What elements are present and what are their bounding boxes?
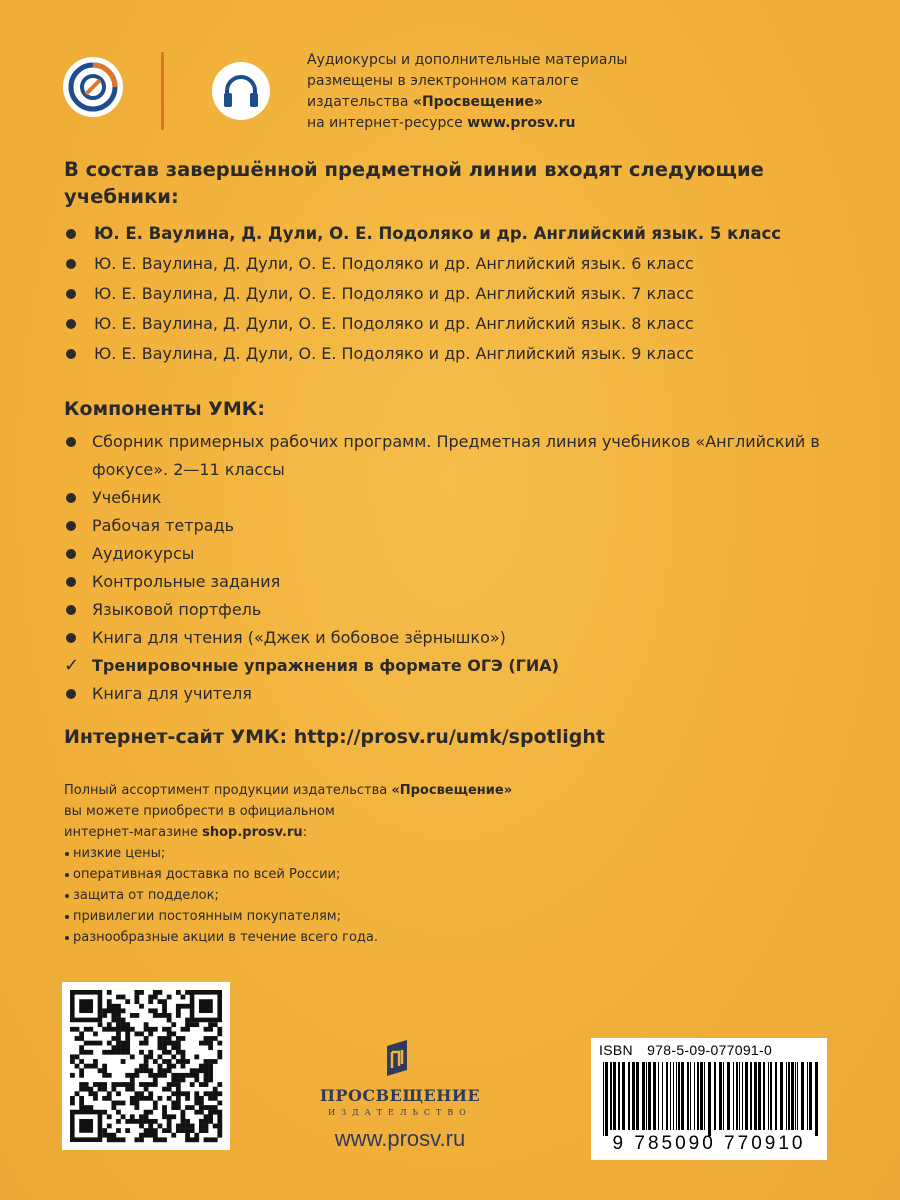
umk-website <box>64 726 605 748</box>
header-line: Аудиокурсы и дополнительные материалы <box>307 52 628 68</box>
bullet-icon <box>66 229 76 239</box>
umk-item <box>64 680 844 708</box>
header-line <box>307 92 627 113</box>
header-line <box>307 113 627 134</box>
publisher-name: «Просвещение» <box>412 94 543 110</box>
book-title: Ю. Е. Ваулина, Д. Дули, О. Е. Подоляко и др. Английский язык. 9 класс <box>94 344 694 363</box>
umk-heading: Компоненты УМК: <box>64 398 265 420</box>
shop-text-part: интернет-магазине <box>64 825 203 840</box>
bullet-icon <box>66 521 76 531</box>
qr-code-icon <box>62 982 230 1150</box>
header-divider <box>161 52 164 130</box>
umk-list <box>64 428 844 708</box>
book-title: Ю. Е. Ваулина, Д. Дули, О. Е. Подоляко и др. Английский язык. 8 класс <box>94 314 694 333</box>
shop-line: вы можете приобрести в официальном <box>64 804 335 819</box>
bullet-icon <box>66 577 76 587</box>
headphones-icon <box>212 62 270 120</box>
shop-benefit: оперативная доставка по всей России; <box>64 864 584 885</box>
book-title: Ю. Е. Ваулина, Д. Дули, О. Е. Подоляко и др. Английский язык. 5 класс <box>94 224 782 243</box>
qr-code[interactable] <box>62 982 230 1150</box>
umk-item-label: Книга для чтения («Джек и бобовое зёрнышко») <box>92 628 506 647</box>
umk-item-label: Контрольные задания <box>92 572 281 591</box>
header-text-part: на интернет-ресурсе <box>307 115 468 131</box>
header-line: размещены в электронном каталоге <box>307 73 579 89</box>
books-list <box>64 219 781 369</box>
umk-item <box>64 568 844 596</box>
publisher-name: «Просвещение» <box>391 783 513 798</box>
shop-url[interactable]: shop.prosv.ru <box>202 825 303 840</box>
umk-item-label: Тренировочные упражнения в формате ОГЭ (ГИА) <box>92 656 559 675</box>
books-heading: В состав завершённой предметной линии входят следующие учебники: <box>64 158 764 208</box>
site-label: Интернет-сайт УМК: <box>64 726 288 748</box>
shop-text-part: Полный ассортимент продукции издательства <box>64 783 392 798</box>
umk-item <box>64 596 844 624</box>
shop-benefit: разнообразные акции в течение всего года. <box>64 927 584 948</box>
book-title: Ю. Е. Ваулина, Д. Дули, О. Е. Подоляко и др. Английский язык. 6 класс <box>94 254 694 273</box>
site-url[interactable]: http://prosv.ru/umk/spotlight <box>293 726 605 748</box>
bullet-icon <box>66 319 76 329</box>
bullet-icon <box>66 437 76 447</box>
shop-benefit: привилегии постоянным покупателям; <box>64 906 584 927</box>
publisher-logo-icon <box>383 1038 411 1078</box>
shop-benefit: низкие цены; <box>64 843 584 864</box>
publisher-website: www.prosv.ru <box>467 115 576 131</box>
check-icon: ✓ <box>64 655 80 676</box>
book-item <box>64 309 781 339</box>
shop-text-part: : <box>302 825 308 840</box>
isbn-label <box>599 1042 772 1058</box>
book-item <box>64 339 781 369</box>
bullet-icon <box>66 689 76 699</box>
shop-benefit: защита от подделок; <box>64 885 584 906</box>
umk-item <box>64 428 844 484</box>
barcode-digits: 9 785090 770910 <box>612 1133 806 1154</box>
umk-item-current <box>64 652 844 680</box>
umk-item-label: Книга для учителя <box>92 684 252 703</box>
digital-catalog-logo-icon <box>62 56 124 118</box>
bullet-icon <box>66 633 76 643</box>
barcode-icon <box>603 1062 819 1136</box>
book-title: Ю. Е. Ваулина, Д. Дули, О. Е. Подоляко и др. Английский язык. 7 класс <box>94 284 694 303</box>
shop-notice <box>64 780 584 948</box>
shop-benefits-list <box>64 843 584 948</box>
bullet-icon <box>66 549 76 559</box>
shop-line <box>64 822 584 843</box>
publisher-url[interactable]: www.prosv.ru <box>334 1126 466 1151</box>
isbn-number: 978-5-09-077091-0 <box>647 1042 773 1058</box>
audio-materials-notice <box>307 50 627 134</box>
bullet-icon <box>66 493 76 503</box>
bullet-icon <box>66 259 76 269</box>
isbn-barcode-box <box>591 1038 827 1160</box>
bullet-icon <box>66 605 76 615</box>
bullet-icon <box>66 349 76 359</box>
umk-item <box>64 624 844 652</box>
umk-item-label: Аудиокурсы <box>92 544 195 563</box>
umk-item <box>64 512 844 540</box>
umk-item-label: Рабочая тетрадь <box>92 516 235 535</box>
header-text-part: издательства <box>307 94 413 110</box>
shop-line <box>64 780 584 801</box>
publisher-subtitle: ИЗДАТЕЛЬСТВО <box>328 1108 472 1117</box>
book-item <box>64 249 781 279</box>
audio-disc <box>212 62 270 120</box>
book-item <box>64 279 781 309</box>
umk-item-label: Сборник примерных рабочих программ. Предметная линия учебников «Английский в фокусе». 2—11 классы <box>92 432 820 479</box>
umk-item-label: Учебник <box>92 488 162 507</box>
book-item <box>64 219 781 249</box>
umk-item <box>64 484 844 512</box>
bullet-icon <box>66 289 76 299</box>
isbn-prefix: ISBN <box>599 1042 633 1058</box>
publisher-name-logo: ПРОСВЕЩЕНИЕ <box>319 1086 481 1105</box>
umk-item-label: Языковой портфель <box>92 600 262 619</box>
umk-item <box>64 540 844 568</box>
